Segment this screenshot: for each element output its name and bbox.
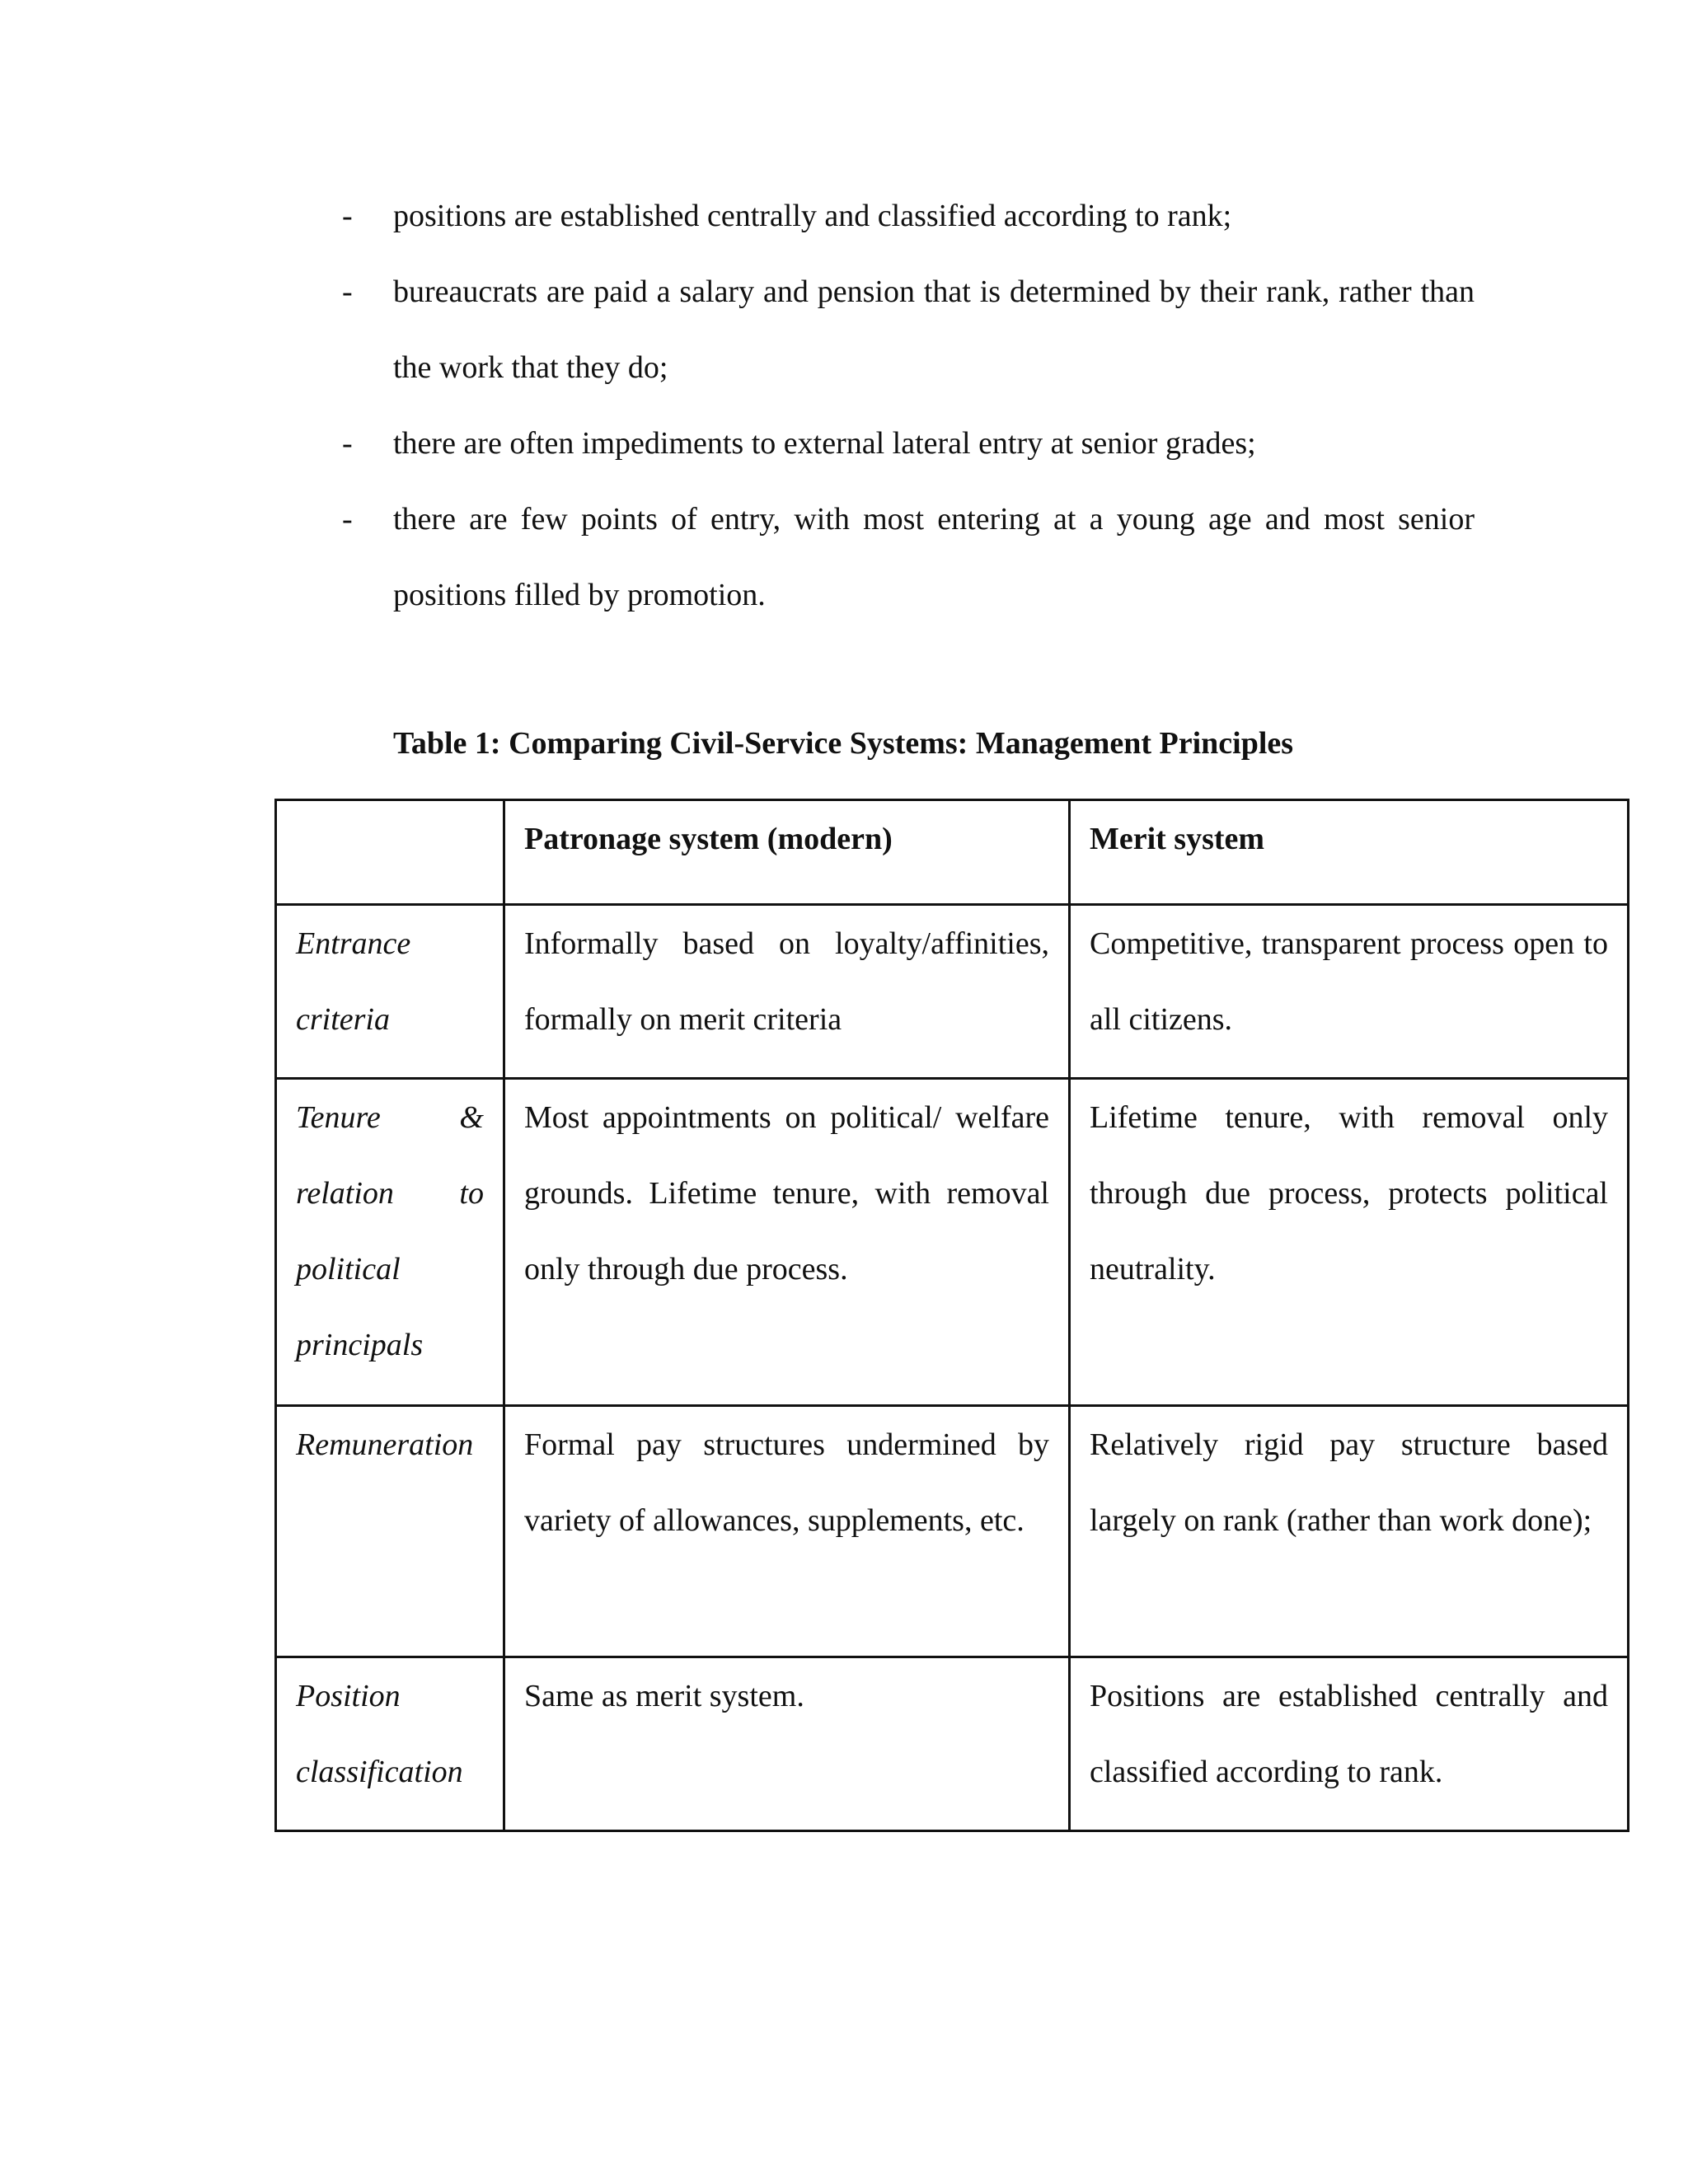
table-row — [276, 1079, 1629, 1406]
table-row — [276, 1657, 1629, 1831]
header-cell-patronage: Patronage system (modern) — [504, 800, 1070, 905]
bullet-marker: - — [342, 274, 353, 309]
row-label-tenure: Tenure & relation to political principals — [276, 1079, 504, 1406]
bullet-text: positions are established centrally and classified according to rank; — [393, 199, 1232, 233]
table-row — [276, 1406, 1629, 1657]
merit-cell: Relatively rigid pay structure based largely on rank (rather than work done); — [1070, 1406, 1629, 1657]
bullet-text: bureaucrats are paid a salary and pension that is determined by their rank, rather than the work that they do; — [393, 274, 1475, 385]
table-caption: Table 1: Comparing Civil-Service Systems: Management Principles — [393, 726, 1294, 761]
header-cell-merit: Merit system — [1070, 800, 1629, 905]
table-row — [276, 905, 1629, 1079]
bullet-marker: - — [342, 426, 353, 461]
table-header-row — [276, 800, 1629, 905]
patronage-cell: Most appointments on political/ welfare grounds. Lifetime tenure, with removal only through due process. — [504, 1079, 1070, 1406]
row-label-remuneration: Remuneration — [276, 1406, 504, 1657]
comparison-table — [274, 799, 1629, 1832]
patronage-cell: Formal pay structures undermined by variety of allowances, supplements, etc. — [504, 1406, 1070, 1657]
bullet-text: there are often impediments to external lateral entry at senior grades; — [393, 426, 1256, 461]
row-label-entrance-criteria: Entrance criteria — [276, 905, 504, 1079]
patronage-cell: Informally based on loyalty/affinities, formally on merit criteria — [504, 905, 1070, 1079]
patronage-cell: Same as merit system. — [504, 1657, 1070, 1831]
header-cell-empty — [276, 800, 504, 905]
bullet-text: there are few points of entry, with most entering at a young age and most senior positions filled by promotion. — [393, 502, 1475, 612]
merit-cell: Competitive, transparent process open to all citizens. — [1070, 905, 1629, 1079]
bullet-marker: - — [342, 502, 353, 537]
bullet-marker: - — [342, 199, 353, 233]
row-label-position-classification: Position classification — [276, 1657, 504, 1831]
merit-cell: Lifetime tenure, with removal only through due process, protects political neutrality. — [1070, 1079, 1629, 1406]
merit-cell: Positions are established centrally and classified according to rank. — [1070, 1657, 1629, 1831]
